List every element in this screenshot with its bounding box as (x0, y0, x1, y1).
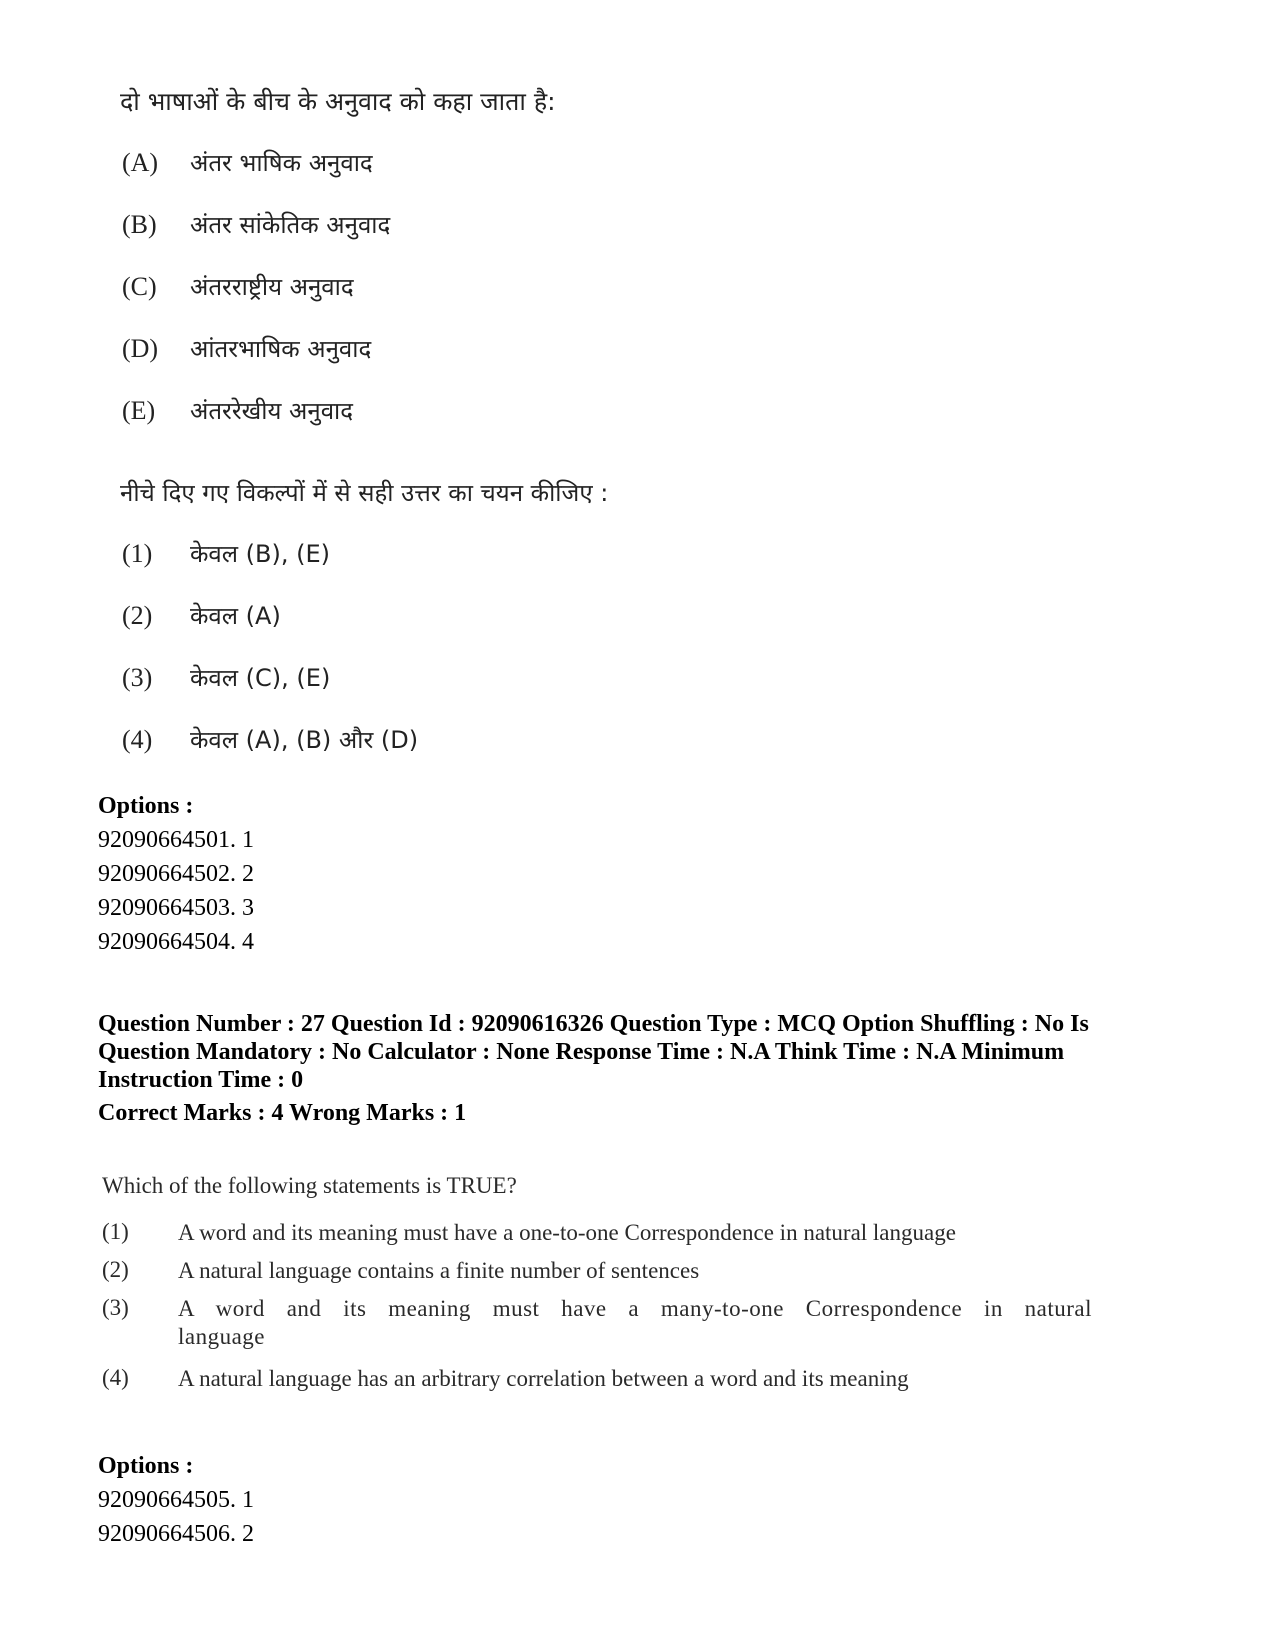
statement-text: अंतर भाषिक अनुवाद (190, 149, 373, 177)
choice-text: A natural language contains a finite number of sentences (178, 1258, 700, 1283)
choice-text: A word and its meaning must have a one-to-one Correspondence in natural language (178, 1220, 956, 1245)
choice-text: केवल (C), (E) (190, 664, 331, 692)
choice-text: केवल (A), (B) और (D) (190, 726, 419, 754)
english-choice-1 (102, 1219, 1092, 1247)
option-item: 92090664502. 2 (98, 861, 254, 887)
choice-text: केवल (B), (E) (190, 540, 331, 568)
statement-label: (B) (122, 210, 157, 239)
hindi-question-stem: दो भाषाओं के बीच के अनुवाद को कहा जाता है: (120, 87, 556, 116)
hindi-choice-2 (122, 599, 281, 632)
hindi-statement-a (122, 146, 373, 179)
hindi-choice-4 (122, 723, 418, 756)
hindi-statement-c (122, 270, 354, 303)
option-item: 92090664501. 1 (98, 827, 254, 853)
statement-text: अंतररेखीय अनुवाद (190, 397, 354, 425)
hindi-statement-d (122, 332, 371, 365)
choice-label: (2) (102, 1257, 129, 1282)
choice-label: (1) (102, 1219, 129, 1244)
choice-label: (2) (122, 601, 153, 630)
english-choice-4 (102, 1365, 1092, 1393)
english-question-stem: Which of the following statements is TRUE? (102, 1173, 517, 1198)
choice-label: (4) (102, 1365, 129, 1390)
statement-label: (E) (122, 396, 156, 425)
statement-label: (C) (122, 272, 157, 301)
hindi-statement-b (122, 208, 390, 241)
english-choice-2 (102, 1257, 1092, 1285)
statement-text: अंतर सांकेतिक अनुवाद (190, 211, 391, 239)
options-heading: Options : (98, 1453, 194, 1479)
option-item: 92090664503. 3 (98, 895, 254, 921)
hindi-statement-e (122, 394, 353, 427)
statement-label: (D) (122, 334, 159, 363)
option-item: 92090664505. 1 (98, 1487, 254, 1513)
hindi-choice-3 (122, 661, 330, 694)
choice-text: A word and its meaning must have a many-to-one Correspondence in natural language (178, 1296, 1092, 1349)
option-item: 92090664504. 4 (98, 929, 254, 955)
english-choice-3 (102, 1295, 1092, 1351)
question-meta: Question Number : 27 Question Id : 92090616326 Question Type : MCQ Option Shuffling : No Is Question Mandatory : No Calculator : None Response Time : N.A Think Time : N.A Minimum Instruction Time : 0 (98, 1011, 1089, 1093)
choice-text: A natural language has an arbitrary correlation between a word and its meaning (178, 1366, 909, 1391)
choice-label: (3) (102, 1295, 129, 1320)
statement-text: अंतरराष्ट्रीय अनुवाद (190, 273, 354, 301)
hindi-choice-1 (122, 537, 330, 570)
choice-label: (1) (122, 539, 153, 568)
options-heading: Options : (98, 793, 194, 819)
option-item: 92090664506. 2 (98, 1521, 254, 1547)
hindi-instruction: नीचे दिए गए विकल्पों में से सही उत्तर का चयन कीजिए : (120, 479, 609, 507)
choice-label: (3) (122, 663, 153, 692)
choice-label: (4) (122, 725, 153, 754)
choice-text: केवल (A) (190, 602, 281, 630)
statement-text: आंतरभाषिक अनुवाद (190, 335, 372, 363)
statement-label: (A) (122, 148, 159, 177)
question-marks: Correct Marks : 4 Wrong Marks : 1 (98, 1100, 467, 1126)
